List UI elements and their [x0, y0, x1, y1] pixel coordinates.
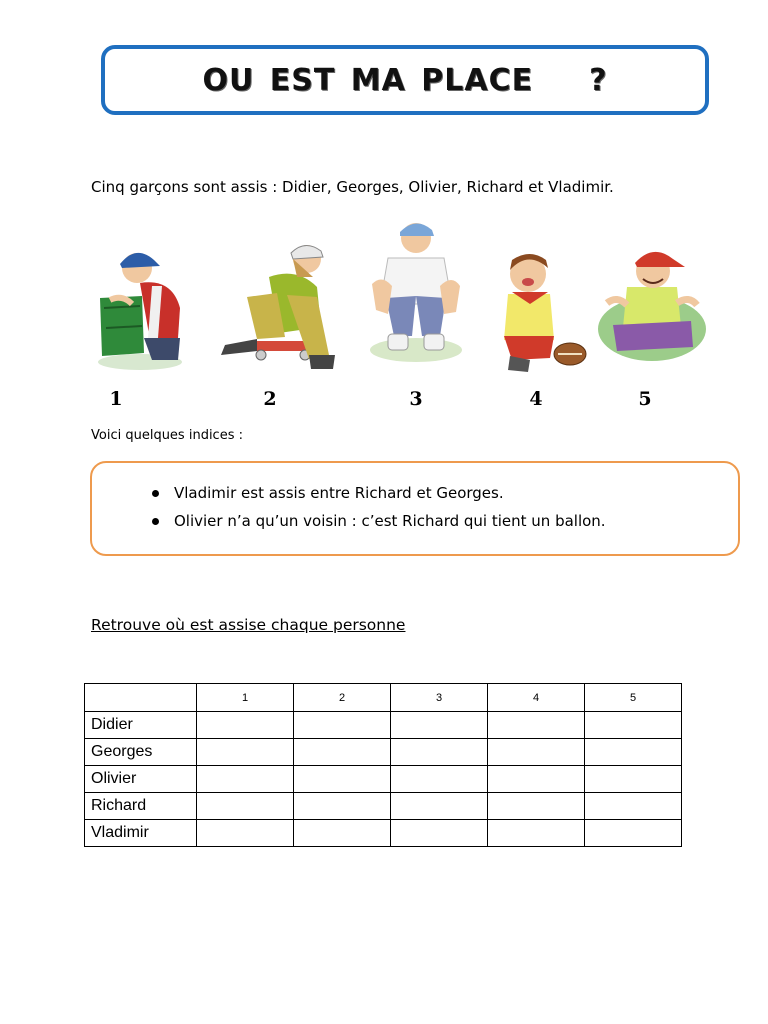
boy-with-backpack-illustration: [92, 238, 187, 373]
boy-in-white-shirt-illustration: [368, 214, 463, 364]
boy-on-skateboard-illustration: [217, 237, 342, 375]
answer-cell[interactable]: [391, 712, 488, 739]
boy-with-ball-illustration: [490, 248, 592, 376]
hints-label: Voici quelques indices :: [91, 428, 243, 443]
answer-cell[interactable]: [585, 793, 682, 820]
page-title-question-mark: ?: [589, 62, 608, 98]
grid-header-row: [85, 684, 682, 712]
answer-cell[interactable]: [488, 766, 585, 793]
table-row: [85, 820, 682, 847]
answer-cell[interactable]: [391, 793, 488, 820]
row-name: Vladimir: [85, 820, 197, 847]
table-row: [85, 739, 682, 766]
position-number-1: 1: [109, 388, 123, 410]
grid-header-corner: [85, 684, 197, 712]
page-title: [105, 49, 705, 111]
answer-cell[interactable]: [488, 712, 585, 739]
position-number-3: 3: [409, 388, 423, 410]
answer-cell[interactable]: [294, 766, 391, 793]
grid-header-position: 5: [585, 684, 682, 712]
intro-text: Cinq garçons sont assis : Didier, Georges, Olivier, Richard et Vladimir.: [91, 178, 614, 196]
answer-cell[interactable]: [197, 793, 294, 820]
bullet-icon: [152, 490, 159, 497]
position-number-4: 4: [529, 388, 543, 410]
title-box: [101, 45, 709, 115]
hint-list: [152, 479, 606, 535]
answer-cell[interactable]: [197, 766, 294, 793]
answer-cell[interactable]: [294, 820, 391, 847]
answer-cell[interactable]: [488, 739, 585, 766]
row-name: Georges: [85, 739, 197, 766]
boy-in-red-cap-illustration: [597, 243, 707, 363]
answer-cell[interactable]: [585, 820, 682, 847]
position-number-2: 2: [263, 388, 277, 410]
hint-text: Olivier n’a qu’un voisin : c’est Richard qui tient un ballon.: [174, 512, 606, 530]
table-row: [85, 793, 682, 820]
grid-header-position: 1: [197, 684, 294, 712]
hint-item: [152, 507, 606, 535]
grid-header-position: 4: [488, 684, 585, 712]
answer-cell[interactable]: [585, 766, 682, 793]
answer-cell[interactable]: [197, 739, 294, 766]
answer-cell[interactable]: [294, 793, 391, 820]
answer-cell[interactable]: [391, 739, 488, 766]
answer-cell[interactable]: [391, 820, 488, 847]
answer-cell[interactable]: [488, 820, 585, 847]
answer-cell[interactable]: [391, 766, 488, 793]
table-row: [85, 712, 682, 739]
answer-cell[interactable]: [488, 793, 585, 820]
row-name: Olivier: [85, 766, 197, 793]
position-number-5: 5: [638, 388, 652, 410]
answer-cell[interactable]: [585, 739, 682, 766]
answer-cell[interactable]: [197, 712, 294, 739]
grid-header-position: 2: [294, 684, 391, 712]
answer-cell[interactable]: [294, 739, 391, 766]
answer-grid: [84, 683, 682, 847]
hint-text: Vladimir est assis entre Richard et Georges.: [174, 484, 504, 502]
bullet-icon: [152, 518, 159, 525]
answer-cell[interactable]: [294, 712, 391, 739]
task-instruction: Retrouve où est assise chaque personne: [91, 616, 406, 634]
answer-cell[interactable]: [197, 820, 294, 847]
hint-item: [152, 479, 606, 507]
grid-header-position: 3: [391, 684, 488, 712]
table-row: [85, 766, 682, 793]
page-title-text: OU EST MA PLACE: [202, 62, 534, 98]
row-name: Richard: [85, 793, 197, 820]
hint-box: [90, 461, 740, 556]
row-name: Didier: [85, 712, 197, 739]
answer-cell[interactable]: [585, 712, 682, 739]
